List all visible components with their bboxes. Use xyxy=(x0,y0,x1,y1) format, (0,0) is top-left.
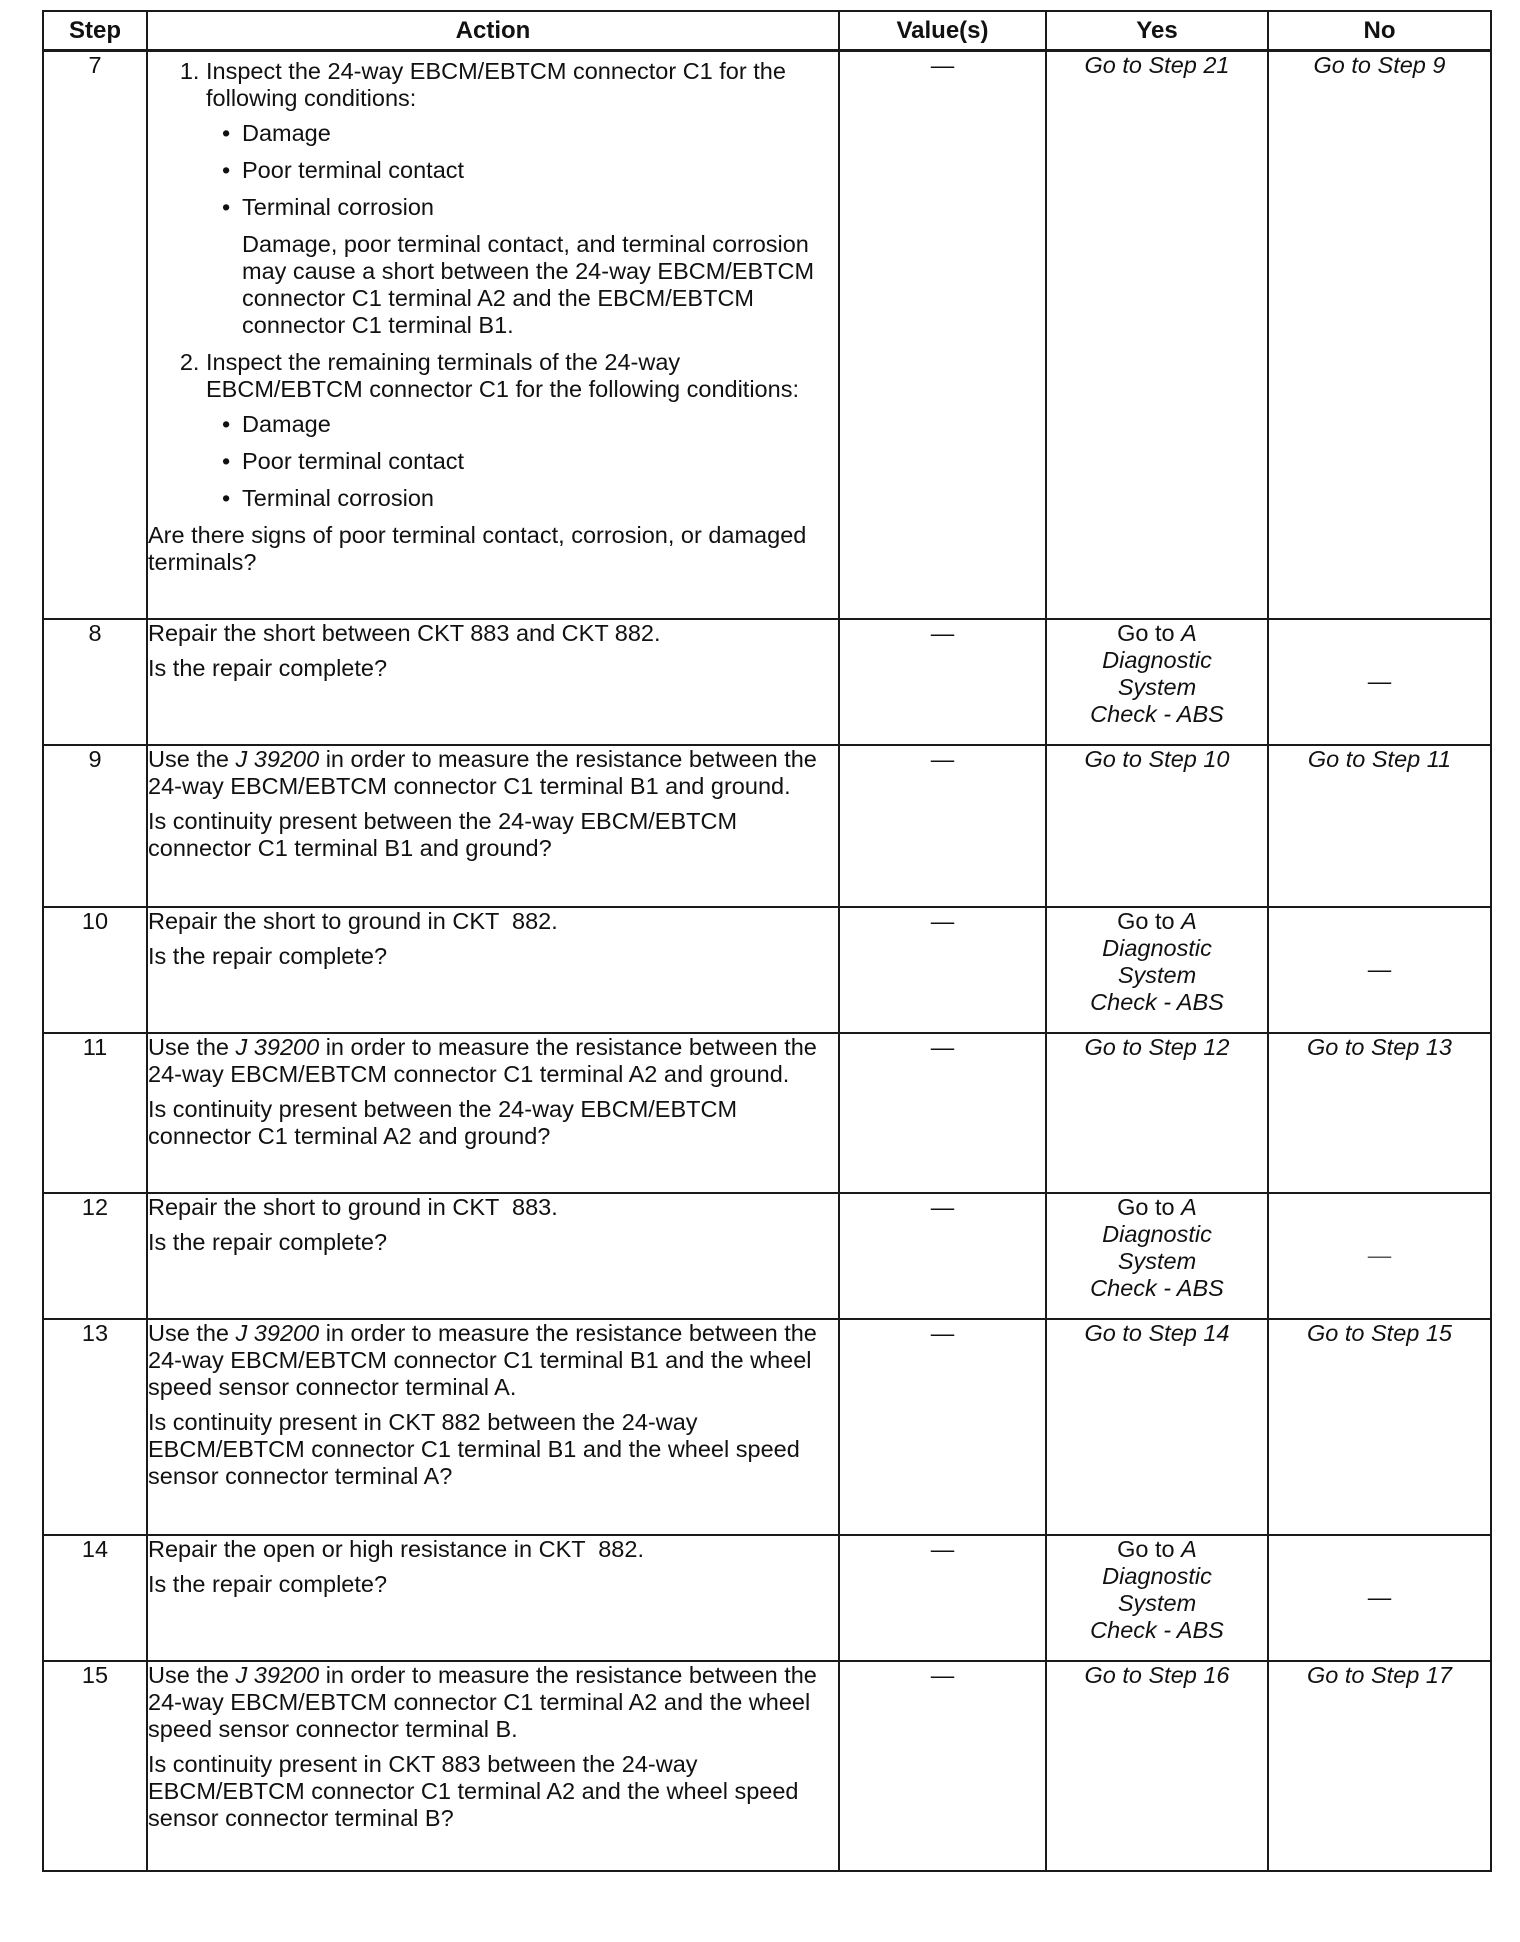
step-number: 13 xyxy=(43,1319,147,1535)
table-row xyxy=(43,1661,1491,1871)
step-question: Is continuity present between the 24-way EBCM/EBTCM connector C1 terminal A2 and ground? xyxy=(148,1095,738,1149)
yes-action: Go to A Diagnostic System Check - ABS xyxy=(1090,1535,1224,1643)
no-action: Go to Step 9 xyxy=(1313,52,1446,78)
list-item xyxy=(206,349,838,512)
no-cell xyxy=(1268,1033,1491,1193)
condition-list xyxy=(206,120,838,221)
action-cell xyxy=(147,51,839,619)
table-row xyxy=(43,907,1491,1033)
yes-cell xyxy=(1046,51,1268,619)
yes-action: Go to Step 10 xyxy=(1084,745,1230,772)
header-row xyxy=(43,11,1491,51)
inspection-steps xyxy=(148,58,838,512)
header-action: Action xyxy=(147,11,839,51)
yes-action: Go to A Diagnostic System Check - ABS xyxy=(1090,1193,1224,1301)
step-number: 10 xyxy=(43,907,147,1033)
no-action: Go to Step 11 xyxy=(1307,745,1452,772)
no-cell: — xyxy=(1268,1535,1491,1661)
step-instruction: Use the J 39200 in order to measure the resistance between the 24-way EBCM/EBTCM connector C1 terminal A2 and ground. xyxy=(148,1033,817,1087)
step-instruction: Repair the short to ground in CKT 883. xyxy=(148,1193,558,1220)
yes-cell xyxy=(1046,907,1268,1033)
value-cell: — xyxy=(839,1033,1046,1193)
value-cell: — xyxy=(839,1319,1046,1535)
no-cell xyxy=(1268,51,1491,619)
step-instruction: Repair the short between CKT 883 and CKT 882. xyxy=(148,619,661,646)
action-cell xyxy=(147,1535,839,1661)
action-cell xyxy=(147,1319,839,1535)
action-cell xyxy=(147,619,839,745)
yes-cell xyxy=(1046,1193,1268,1319)
inspection-step-text: Inspect the 24-way EBCM/EBTCM connector C1 for the following conditions: xyxy=(206,58,786,111)
yes-cell xyxy=(1046,745,1268,907)
value-cell: — xyxy=(839,907,1046,1033)
action-cell xyxy=(147,907,839,1033)
step-number: 15 xyxy=(43,1661,147,1871)
header-values: Value(s) xyxy=(839,11,1046,51)
step-instruction: Use the J 39200 in order to measure the resistance between the 24-way EBCM/EBTCM connector C1 terminal B1 and the wheel speed sensor connector terminal A. xyxy=(148,1319,817,1400)
list-item: • Poor terminal contact xyxy=(242,448,838,475)
step-question: Is the repair complete? xyxy=(148,1228,388,1255)
step-number: 12 xyxy=(43,1193,147,1319)
condition-list xyxy=(206,411,838,512)
no-action: Go to Step 17 xyxy=(1306,1661,1453,1688)
action-cell xyxy=(147,1193,839,1319)
yes-action: Go to A Diagnostic System Check - ABS xyxy=(1090,619,1224,727)
table-row xyxy=(43,51,1491,619)
table-row xyxy=(43,619,1491,745)
step-question: Is continuity present in CKT 883 between the 24-way EBCM/EBTCM connector C1 terminal A2 and the wheel speed sensor connector terminal B? xyxy=(148,1750,799,1831)
no-action: Go to Step 15 xyxy=(1306,1319,1453,1346)
step-number: 9 xyxy=(43,745,147,907)
step-instruction: Use the J 39200 in order to measure the resistance between the 24-way EBCM/EBTCM connector C1 terminal A2 and the wheel speed sensor connector terminal B. xyxy=(148,1661,817,1742)
header-no: No xyxy=(1268,11,1491,51)
value-cell: — xyxy=(839,1661,1046,1871)
action-cell xyxy=(147,745,839,907)
list-item: • Terminal corrosion xyxy=(242,485,838,512)
action-cell xyxy=(147,1661,839,1871)
step-question: Is continuity present between the 24-way EBCM/EBTCM connector C1 terminal B1 and ground? xyxy=(148,807,738,861)
yes-cell xyxy=(1046,1661,1268,1871)
yes-cell xyxy=(1046,1033,1268,1193)
no-cell: — xyxy=(1268,907,1491,1033)
list-item: • Terminal corrosion xyxy=(242,194,838,221)
yes-cell xyxy=(1046,619,1268,745)
list-item: • Damage xyxy=(242,120,838,147)
table-row xyxy=(43,1319,1491,1535)
step-number: 8 xyxy=(43,619,147,745)
step-number: 11 xyxy=(43,1033,147,1193)
tool-id: J 39200 xyxy=(235,1033,320,1060)
value-cell: — xyxy=(839,1193,1046,1319)
list-item: • Damage xyxy=(242,411,838,438)
step-number: 7 xyxy=(43,51,147,619)
yes-cell xyxy=(1046,1319,1268,1535)
action-cell xyxy=(147,1033,839,1193)
value-cell: — xyxy=(839,51,1046,619)
value-cell: — xyxy=(839,745,1046,907)
no-cell xyxy=(1268,1661,1491,1871)
yes-action: Go to A Diagnostic System Check - ABS xyxy=(1090,907,1224,1015)
step-instruction: Repair the open or high resistance in CKT 882. xyxy=(148,1535,644,1562)
step-question: Are there signs of poor terminal contact, corrosion, or damaged terminals? xyxy=(148,522,807,575)
step-question: Is continuity present in CKT 882 between the 24-way EBCM/EBTCM connector C1 terminal B1 and the wheel speed sensor connector terminal A? xyxy=(148,1408,800,1489)
table-row xyxy=(43,1535,1491,1661)
inspection-note: Damage, poor terminal contact, and terminal corrosion may cause a short between the 24-way EBCM/EBTCM connector C1 terminal A2 and the EBCM/EBTCM connector C1 terminal B1. xyxy=(242,231,815,338)
yes-action: Go to Step 16 xyxy=(1084,1661,1230,1688)
no-cell: — xyxy=(1268,1193,1491,1319)
yes-action: Go to Step 14 xyxy=(1084,1319,1230,1346)
step-number: 14 xyxy=(43,1535,147,1661)
table-row xyxy=(43,745,1491,907)
step-instruction: Use the J 39200 in order to measure the resistance between the 24-way EBCM/EBTCM connector C1 terminal B1 and ground. xyxy=(148,745,817,799)
inspection-step-text: Inspect the remaining terminals of the 24-way EBCM/EBTCM connector C1 for the following conditions: xyxy=(206,349,799,402)
no-cell xyxy=(1268,1319,1491,1535)
step-question: Is the repair complete? xyxy=(148,1570,388,1597)
header-yes: Yes xyxy=(1046,11,1268,51)
yes-cell xyxy=(1046,1535,1268,1661)
diagnostic-table xyxy=(42,10,1492,1872)
list-item xyxy=(206,58,838,339)
step-question: Is the repair complete? xyxy=(148,942,388,969)
list-item: • Poor terminal contact xyxy=(242,157,838,184)
no-cell: — xyxy=(1268,619,1491,745)
step-instruction: Repair the short to ground in CKT 882. xyxy=(148,907,558,934)
value-cell: — xyxy=(839,619,1046,745)
yes-action: Go to Step 21 xyxy=(1084,52,1230,78)
header-step: Step xyxy=(43,11,147,51)
tool-id: J 39200 xyxy=(235,1661,320,1688)
no-cell xyxy=(1268,745,1491,907)
no-action: Go to Step 13 xyxy=(1306,1033,1453,1060)
table-row xyxy=(43,1193,1491,1319)
tool-id: J 39200 xyxy=(235,745,320,772)
yes-action: Go to Step 12 xyxy=(1084,1033,1230,1060)
tool-id: J 39200 xyxy=(235,1319,320,1346)
step-question: Is the repair complete? xyxy=(148,654,388,681)
value-cell: — xyxy=(839,1535,1046,1661)
table-row xyxy=(43,1033,1491,1193)
